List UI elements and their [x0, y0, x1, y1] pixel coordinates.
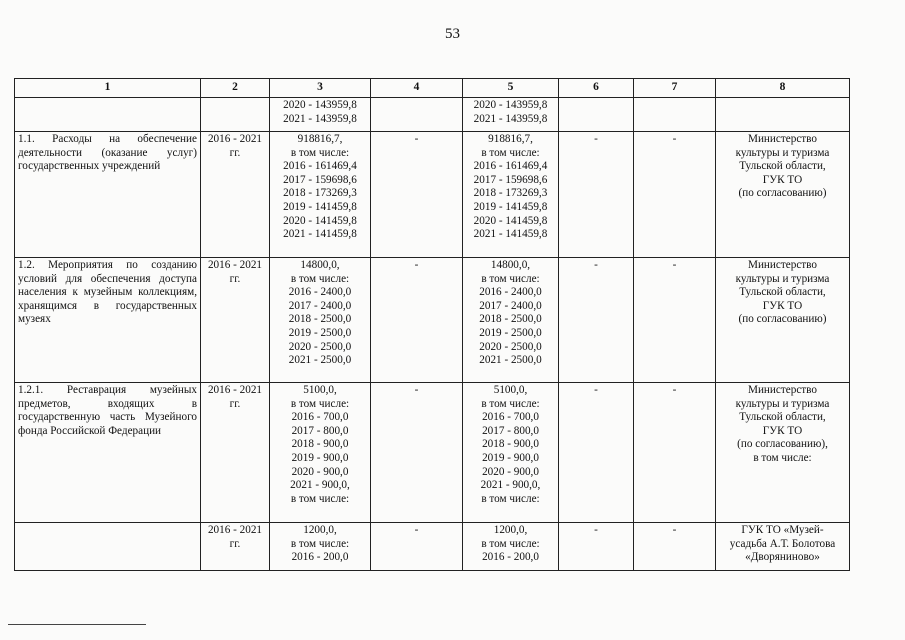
cell-line: 2019 - 141459,8	[473, 200, 548, 213]
footnote-rule	[8, 624, 146, 625]
funding-total-cell	[270, 98, 371, 132]
table-row	[15, 258, 850, 383]
cell-line: в том числе:	[290, 272, 350, 285]
cell-line: (по согласованию),	[737, 438, 828, 451]
column-header-5: 5	[463, 79, 559, 98]
cell-line: в том числе:	[290, 146, 350, 159]
local-budget-cell: -	[559, 383, 634, 523]
regional-budget-cell	[463, 258, 559, 383]
period-cell: 2016 - 2021 гг.	[201, 258, 270, 383]
cell-line: 2021 - 143959,8	[283, 112, 357, 125]
period-cell: 2016 - 2021 гг.	[201, 523, 270, 571]
table-row	[15, 523, 850, 571]
period-cell	[201, 98, 270, 132]
cell-line: 2016 - 161469,4	[283, 160, 357, 173]
responsible-executor-cell	[716, 258, 850, 383]
federal-budget-cell: -	[371, 523, 463, 571]
cell-line: 918816,7,	[488, 133, 533, 145]
cell-line: в том числе:	[290, 397, 350, 410]
cell-line: 2017 - 159698,6	[283, 173, 357, 186]
cell-line: в том числе:	[481, 146, 540, 159]
cell-line: 5100,0,	[303, 384, 337, 396]
column-header-7: 7	[634, 79, 716, 98]
other-sources-cell: -	[634, 523, 716, 571]
local-budget-cell	[559, 98, 634, 132]
table-row	[15, 132, 850, 258]
cell-line: 2017 - 2400,0	[479, 299, 542, 312]
local-budget-cell: -	[559, 132, 634, 258]
cell-line: Тульской области,	[739, 160, 826, 173]
cell-line: 2018 - 900,0	[482, 438, 539, 451]
column-header-6: 6	[559, 79, 634, 98]
cell-line: 2020 - 143959,8	[473, 99, 548, 111]
cell-line: 2018 - 900,0	[291, 438, 349, 451]
federal-budget-cell	[371, 98, 463, 132]
cell-line: Тульской области,	[739, 411, 826, 424]
cell-line: 2018 - 2500,0	[479, 313, 542, 326]
cell-line: 2019 - 2500,0	[288, 326, 352, 339]
column-header-4: 4	[371, 79, 463, 98]
cell-line: культуры и туризма	[735, 146, 830, 159]
program-table	[14, 78, 850, 571]
cell-line: 2020 - 141459,8	[283, 214, 357, 227]
cell-line: (по согласованию)	[738, 187, 827, 200]
header-row	[15, 79, 850, 98]
local-budget-cell: -	[559, 523, 634, 571]
cell-line: 2017 - 2400,0	[288, 299, 352, 312]
responsible-executor-cell	[716, 383, 850, 523]
funding-total-cell	[270, 258, 371, 383]
period-cell: 2016 - 2021 гг.	[201, 383, 270, 523]
federal-budget-cell: -	[371, 383, 463, 523]
regional-budget-cell	[463, 132, 559, 258]
cell-line: 1200,0,	[303, 524, 337, 536]
cell-line: 2019 - 900,0	[482, 451, 539, 464]
cell-line: 2018 - 173269,3	[473, 187, 548, 200]
cell-line: 2019 - 900,0	[291, 451, 349, 464]
responsible-executor-cell	[716, 98, 850, 132]
cell-line: 5100,0,	[493, 384, 528, 396]
cell-line: Тульской области,	[739, 286, 826, 299]
cell-line: в том числе:	[290, 537, 350, 550]
funding-total-cell	[270, 132, 371, 258]
cell-line: 918816,7,	[297, 133, 343, 145]
cell-line: в том числе:	[481, 272, 540, 285]
cell-line: культуры и туризма	[735, 397, 830, 410]
cell-line: усадьба А.Т. Болотова	[729, 537, 836, 550]
cell-line: Министерство	[748, 384, 817, 396]
cell-line: в том числе:	[290, 492, 350, 505]
cell-line: 2018 - 2500,0	[288, 313, 352, 326]
other-sources-cell: -	[634, 383, 716, 523]
other-sources-cell: -	[634, 132, 716, 258]
cell-line: 2016 - 700,0	[482, 411, 539, 424]
cell-line: 2021 - 2500,0	[479, 354, 542, 367]
table-row	[15, 383, 850, 523]
cell-line: 2016 - 2400,0	[288, 286, 352, 299]
cell-line: 2017 - 800,0	[482, 424, 539, 437]
cell-line: в том числе:	[481, 537, 540, 550]
cell-line: 2021 - 2500,0	[288, 354, 352, 367]
activity-name-cell	[15, 523, 201, 571]
other-sources-cell: -	[634, 258, 716, 383]
responsible-executor-cell	[716, 132, 850, 258]
cell-line: 2016 - 700,0	[291, 411, 349, 424]
column-header-1: 1	[15, 79, 201, 98]
cell-line: в том числе:	[481, 492, 540, 505]
responsible-executor-cell	[716, 523, 850, 571]
federal-budget-cell: -	[371, 132, 463, 258]
cell-line: 2021 - 143959,8	[473, 112, 548, 125]
cell-line: ГУК ТО	[762, 424, 803, 437]
federal-budget-cell: -	[371, 258, 463, 383]
page-number: 53	[445, 26, 460, 42]
cell-line: 2020 - 141459,8	[473, 214, 548, 227]
funding-total-cell	[270, 383, 371, 523]
local-budget-cell: -	[559, 258, 634, 383]
cell-line: (по согласованию)	[738, 313, 827, 326]
cell-line: 2020 - 2500,0	[288, 340, 352, 353]
regional-budget-cell	[463, 523, 559, 571]
activity-name-cell: 1.2.1. Реставрация музейных предметов, входящих в государственную часть Музейного фонда Российской Федерации	[15, 383, 201, 523]
cell-line: 2016 - 161469,4	[473, 160, 548, 173]
cell-line: Министерство	[748, 259, 817, 271]
cell-line: ГУК ТО	[762, 173, 803, 186]
activity-name-cell: 1.1. Расходы на обеспечение деятельности (оказание услуг) государственных учреждений	[15, 132, 201, 258]
period-cell: 2016 - 2021 гг.	[201, 132, 270, 258]
cell-line: ГУК ТО	[762, 299, 803, 312]
cell-line: «Дворяниново»	[745, 551, 820, 564]
cell-line: 2018 - 173269,3	[283, 187, 357, 200]
cell-line: 2016 - 2400,0	[479, 286, 542, 299]
cell-line: 2021 - 141459,8	[473, 228, 548, 241]
cell-line: 2016 - 200,0	[291, 551, 349, 564]
cell-line: 1200,0,	[493, 524, 528, 536]
cell-line: в том числе:	[481, 397, 540, 410]
cell-line: 2017 - 800,0	[291, 424, 349, 437]
cell-line: 14800,0,	[300, 259, 340, 271]
funding-total-cell	[270, 523, 371, 571]
cell-line: 2017 - 159698,6	[473, 173, 548, 186]
cell-line: 2020 - 143959,8	[283, 99, 357, 111]
cell-line: 2016 - 200,0	[482, 551, 539, 564]
cell-line: 2021 - 141459,8	[283, 228, 357, 241]
column-header-8: 8	[716, 79, 850, 98]
cell-line: 14800,0,	[490, 259, 531, 271]
cell-line: 2019 - 2500,0	[479, 326, 542, 339]
cell-line: в том числе:	[753, 451, 812, 464]
cell-line: 2020 - 900,0	[291, 465, 349, 478]
activity-name-cell: 1.2. Мероприятия по созданию условий для обеспечения доступа населения к музейным коллекциям, хранящимся в государственных музеях	[15, 258, 201, 383]
column-header-2: 2	[201, 79, 270, 98]
cell-line: 2021 - 900,0,	[290, 479, 350, 492]
column-header-3: 3	[270, 79, 371, 98]
cell-line: ГУК ТО «Музей-	[741, 524, 824, 536]
activity-name-cell	[15, 98, 201, 132]
table-row	[15, 98, 850, 132]
cell-line: 2020 - 900,0	[482, 465, 539, 478]
cell-line: Министерство	[748, 133, 817, 145]
cell-line: 2019 - 141459,8	[283, 200, 357, 213]
cell-line: 2021 - 900,0,	[480, 479, 541, 492]
cell-line: культуры и туризма	[735, 272, 830, 285]
regional-budget-cell	[463, 383, 559, 523]
regional-budget-cell	[463, 98, 559, 132]
other-sources-cell	[634, 98, 716, 132]
cell-line: 2020 - 2500,0	[479, 340, 542, 353]
